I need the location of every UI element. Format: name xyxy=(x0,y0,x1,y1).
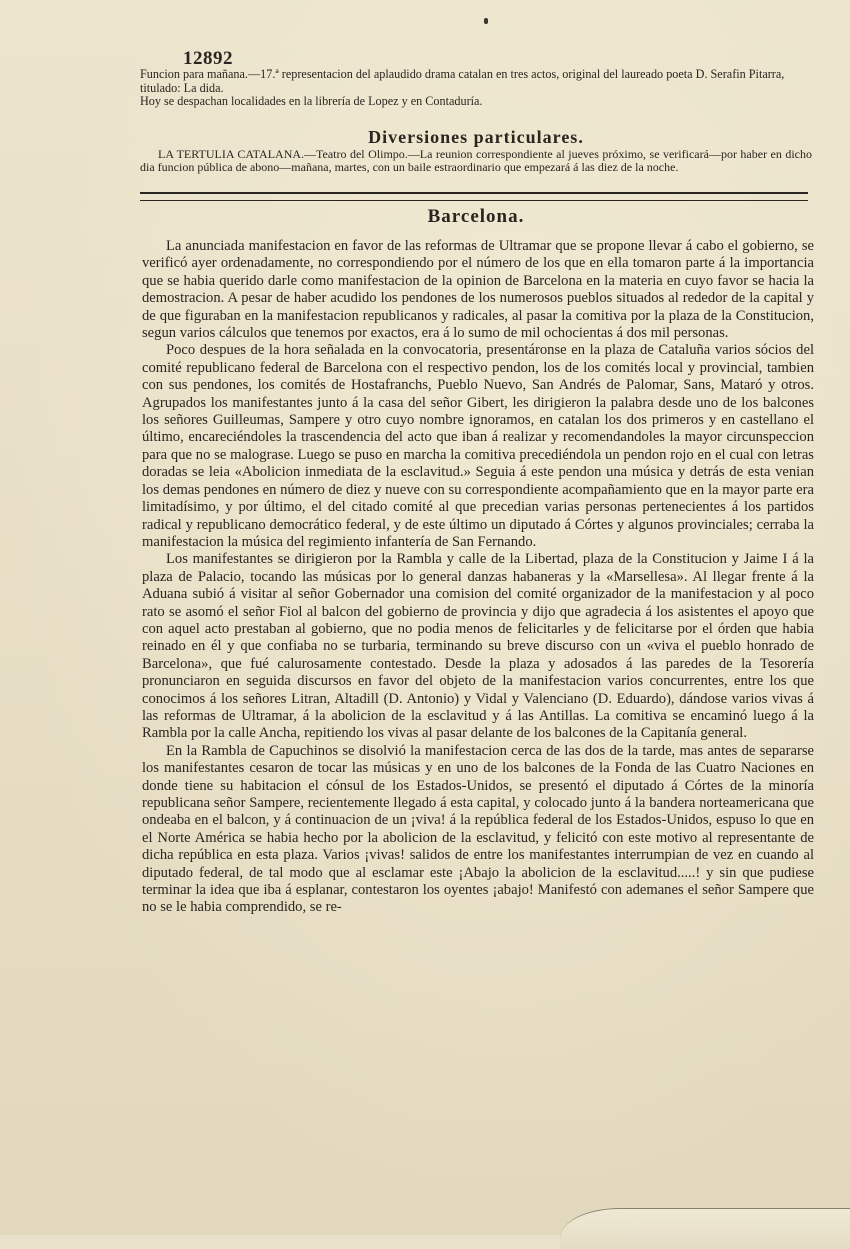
article-paragraph: En la Rambla de Capuchinos se disolvió la manifestacion cerca de las dos de la tarde, mas antes de separarse los manifestantes cesaron de tocar las músicas y en uno de los balcones de la Fonda de las Cuatro Naciones en donde tiene su habitacion el cónsul de los Estados-Unidos, se presentó el diputado á Córtes de la minoría republicana señor Sampere, recientemente llegado á esta capital, y colocado junto á la bandera norteamericana que ondeaba en el balcon, y á continuacion de un ¡viva! á la república federal de los Estados-Unidos, espuso lo que en el Norte América se habia hecho por la abolicion de la esclavitud, y felicitó con este motivo al representante de dicha república en esta plaza. Varios ¡vivas! salidos de entre los manifestantes interrumpian de vez en cuando al diputado federal, de tal modo que al esclamar este ¡Abajo la abolicion de la esclavitud.....! y sin que pudiese terminar la idea que iba á esplanar, contestaron los oyentes ¡abajo! Manifestó con ademanes el señor Sampere que no se le habia comprendido, se re- xyxy=(142,742,814,916)
section-divider xyxy=(140,192,808,201)
article-paragraph: Los manifestantes se dirigieron por la Rambla y calle de la Libertad, plaza de la Constitucion y Jaime I á la plaza de Palacio, tocando las músicas por lo general danzas habaneras y la «Marsellesa». Al llegar frente á la Aduana subió á visitar al señor Gobernador una comision del comité organizador de la manifestacion y al poco rato se asomó el señor Fiol al balcon del gobierno de provincia y dijo que agradecia á los asistentes el apoyo que con aquel acto prestaban al gobierno, que no podia menos de felicitarles y de felicitarse por el órden que habia reinado en él y que confiaba no se turbaria, terminando su breve discurso con un «viva el pueblo honrado de Barcelona», que fué calurosamente contestado. Desde la plaza y adosados á las paredes de la Tesorería pronunciaron en seguida discursos en favor del objeto de la manifestacion varios concurrentes, entre los que conocimos á los señores Litran, Altadill (D. Antonio) y Vidal y Valenciano (D. Eduardo), dándose varios vivas á las reformas de Ultramar, á la abolicion de la esclavitud y á las Antillas. La comitiva se encaminó luego á la Rambla por la calle Ancha, repitiendo los vivas al pasar delante de los balcones de la Capitanía general. xyxy=(142,551,814,742)
diversiones-paragraph: LA TERTULIA CATALANA.—Teatro del Olimpo.—La reunion correspondiente al jueves próximo, se verificará—por haber en dicho dia funcion pública de abono—mañana, martes, con un baile estraordinario que empezará á las diez de la noche. xyxy=(140,147,812,174)
theatre-note-line1: Funcion para mañana.—17.ª representacion del aplaudido drama catalan en tres actos, original del laureado poeta D. Serafin Pitarra, titulado: La dida. xyxy=(140,67,785,95)
paper-curl xyxy=(560,1208,850,1249)
section-heading-barcelona: Barcelona. xyxy=(427,206,525,227)
diversiones-notice xyxy=(140,148,812,174)
theatre-note-line2: Hoy se despachan localidades en la librería de Lopez y en Contaduría. xyxy=(140,94,483,108)
article-paragraph: La anunciada manifestacion en favor de las reformas de Ultramar que se propone llevar á cabo el gobierno, se verificó ayer ordenadamente, no correspondiendo por el número de los que en ella tomaron parte á la importancia que se habia querido darle como manifestacion de la opinion de Barcelona en la materia en cuyo favor se hacia la demostracion. A pesar de haber acudido los pendones de los numerosos pueblos situados al rededor de la capital y de que figuraban en la manifestacion republicanos y radicales, al pasar la comitiva por la plaza de la Constitucion, segun varios cálculos que tenemos por exactos, era á lo sumo de mil ochocientas á dos mil personas. xyxy=(142,238,814,342)
section-heading-diversiones: Diversiones particulares. xyxy=(368,127,584,147)
barcelona-article xyxy=(142,238,814,917)
theatre-note xyxy=(140,68,812,109)
ink-speck xyxy=(484,18,488,24)
page-number: 12892 xyxy=(183,48,233,69)
article-paragraph: Poco despues de la hora señalada en la convocatoria, presentáronse en la plaza de Cataluña varios sócios del comité republicano federal de Barcelona con el respectivo pendon, los de los comités local y provincial, tambien con sus pendones, los comités de Hostafranchs, Pueblo Nuevo, San Andrés de Palomar, Sans, Mataró y otros. Agrupados los manifestantes junto á la casa del señor Gibert, les dirigieron la palabra desde uno de los balcones los señores Guilleumas, Sampere y otro cuyo nombre ignoramos, en catalan los dos primeros y en castellano el último, encareciéndoles la trascendencia del acto que iban á realizar y recomendandoles la mayor circunspeccion para que no se malograse. Luego se puso en marcha la comitiva precediéndola un pendon rojo en el cual con letras doradas se leia «Abolicion inmediata de la esclavitud.» Seguia á este pendon una música y detrás de esta venian los demas pendones en número de diez y nueve con su correspondiente acompañamiento que en la mayor parte era limitadísimo, y por último, el del citado comité al que precedian varias personas pertenecientes á los partidos radical y republicano democrático federal, y de este último un diputado á Córtes y algunos provinciales; cerraba la manifestacion la música del regimiento infantería de San Fernando. xyxy=(142,342,814,550)
